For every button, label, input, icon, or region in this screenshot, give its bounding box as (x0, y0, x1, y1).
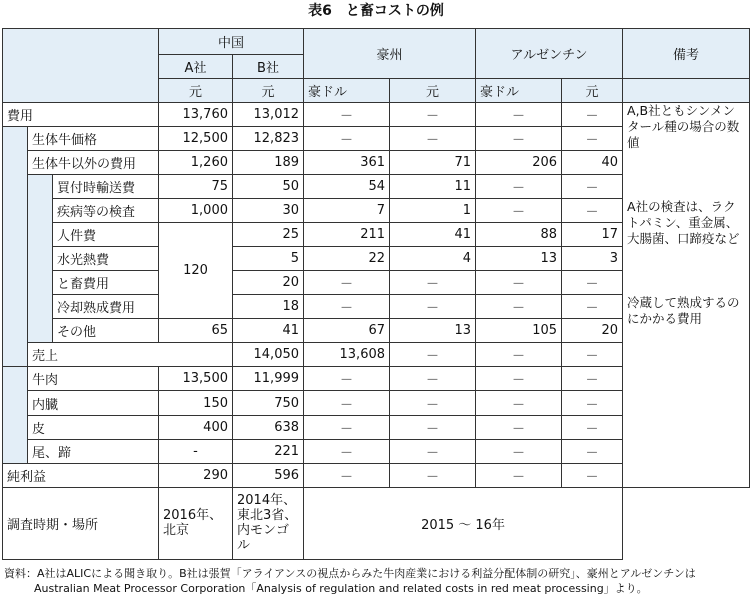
cell-a: 13,500 (159, 367, 233, 391)
unit-a: 元 (159, 79, 233, 103)
row-label: 冷却熟成費用 (53, 295, 159, 319)
unit-ar-aud: 豪ドル (476, 79, 562, 103)
cell-au-yuan: － (390, 391, 476, 415)
source-line-2: Australian Meat Processor Corporation「Analysis of regulation and related costs in red meat processing」より。 (34, 582, 648, 595)
cell-a: 65 (159, 319, 233, 343)
row-label: と畜費用 (53, 271, 159, 295)
cell-ar: － (476, 295, 562, 319)
cell-b: 596 (233, 463, 304, 487)
cell-ar: － (476, 127, 562, 151)
cell-ar: － (476, 199, 562, 223)
cell-ar-yuan: 17 (562, 223, 623, 247)
row-label: 費用 (3, 103, 159, 127)
table-row (3, 295, 750, 319)
cell-a: 150 (159, 391, 233, 415)
header-company-a: A社 (159, 55, 233, 79)
cell-ar-yuan: － (562, 415, 623, 439)
indent-expenses (3, 127, 28, 367)
cell-au: － (304, 415, 390, 439)
indent-sales (3, 367, 28, 463)
remark-chilling: 冷蔵して熟成するのにかかる費用 (623, 295, 750, 487)
cell-au: － (304, 127, 390, 151)
cell-au-yuan: － (390, 295, 476, 319)
cell-a: 12,500 (159, 127, 233, 151)
cell-au-yuan: 13 (390, 319, 476, 343)
table-row (3, 199, 750, 223)
cell-au: － (304, 439, 390, 463)
cell-b: 189 (233, 151, 304, 175)
cell-ar-yuan: － (562, 127, 623, 151)
cell-b: 5 (233, 247, 304, 271)
cell-a: 1,260 (159, 151, 233, 175)
cell-ar: 206 (476, 151, 562, 175)
cell-ar: － (476, 391, 562, 415)
row-label: 牛肉 (28, 367, 159, 391)
cell-b: 20 (233, 271, 304, 295)
table-title: 表6 と畜コストの例 (308, 3, 444, 19)
row-label: 売上 (28, 343, 233, 367)
cell-au-yuan: 1 (390, 199, 476, 223)
cell-a: 14,050 (233, 343, 304, 367)
unit-remarks (623, 79, 750, 103)
table-row (3, 175, 750, 199)
cell-ar-yuan: 3 (562, 247, 623, 271)
cell-au-yuan: 11 (390, 175, 476, 199)
slaughter-cost-table (2, 28, 750, 560)
cell-au-yuan: － (390, 271, 476, 295)
cell-b: 41 (233, 319, 304, 343)
source-note (4, 566, 748, 596)
cell-ar-yuan: － (562, 271, 623, 295)
row-label: その他 (53, 319, 159, 343)
cell-ar: 13 (476, 247, 562, 271)
cell-au-yuan: － (390, 439, 476, 463)
cell-ar: － (476, 415, 562, 439)
survey-b: 2014年、東北3省、内モンゴル (233, 487, 304, 559)
cell-au-yuan: 41 (390, 223, 476, 247)
header-remarks: 備考 (623, 29, 750, 79)
cell-ar: － (476, 103, 562, 127)
cell-ar-yuan: － (562, 439, 623, 463)
header-china: 中国 (159, 29, 304, 55)
row-label: 人件費 (53, 223, 159, 247)
remark-blank (623, 175, 750, 199)
cell-au-yuan: 4 (390, 247, 476, 271)
cell-au: － (304, 295, 390, 319)
cell-au: － (304, 391, 390, 415)
row-label: 水光熱費 (53, 247, 159, 271)
cell-a: 13,760 (159, 103, 233, 127)
unit-au-yuan: 元 (390, 79, 476, 103)
cell-ar-yuan: － (562, 391, 623, 415)
row-label: 生体牛以外の費用 (28, 151, 159, 175)
remark-simmental: A,B社ともシンメンタール種の場合の数値 (623, 103, 750, 175)
cell-a: 75 (159, 175, 233, 199)
row-label: 純利益 (3, 463, 159, 487)
cell-ar: － (562, 343, 623, 367)
row-label: 調査時期・場所 (3, 487, 159, 559)
cell-b: 18 (233, 295, 304, 319)
cell-au: － (304, 463, 390, 487)
cell-b: 13,012 (233, 103, 304, 127)
cell-ar-yuan: 20 (562, 319, 623, 343)
cell-ar: － (476, 439, 562, 463)
survey-au-ar: 2015 ～ 16年 (304, 487, 623, 559)
cell-b: 750 (233, 391, 304, 415)
remark-inspection: A社の検査は、ラクトパミン、重金属、大腸菌、口蹄疫など (623, 199, 750, 295)
cell-au: 7 (304, 199, 390, 223)
header-company-b: B社 (233, 55, 304, 79)
row-label: 尾、蹄 (28, 439, 159, 463)
cell-ar-yuan: － (562, 367, 623, 391)
source-line-1: 資料：A社はALICによる聞き取り。B社は張賀「アライアンスの視点からみた牛肉産業における利益分配体制の研究」、豪州とアルゼンチンは (4, 567, 696, 580)
cell-au: 211 (304, 223, 390, 247)
cell-b: 50 (233, 175, 304, 199)
cell-au-yuan: 71 (390, 151, 476, 175)
cell-ar: 105 (476, 319, 562, 343)
indent-non-cattle (28, 175, 53, 343)
cell-au-yuan: － (476, 343, 562, 367)
cell-au: － (390, 343, 476, 367)
cell-au: － (304, 271, 390, 295)
cell-ar: 88 (476, 223, 562, 247)
cell-au-yuan: － (390, 463, 476, 487)
row-label: 買付時輸送費 (53, 175, 159, 199)
unit-ar-yuan: 元 (562, 79, 623, 103)
cell-ar-yuan: － (562, 103, 623, 127)
cell-au-yuan: － (390, 127, 476, 151)
cell-ar: － (476, 175, 562, 199)
cell-au: 54 (304, 175, 390, 199)
cell-ar-yuan: － (562, 463, 623, 487)
header-australia: 豪州 (304, 29, 476, 79)
cell-au: 67 (304, 319, 390, 343)
table-row (3, 487, 750, 559)
table-row (3, 103, 750, 127)
header-argentina: アルゼンチン (476, 29, 623, 79)
cell-ar-yuan: － (562, 199, 623, 223)
cell-au: 22 (304, 247, 390, 271)
row-label: 皮 (28, 415, 159, 439)
cell-au-yuan: － (390, 367, 476, 391)
unit-b: 元 (233, 79, 304, 103)
header-corner (3, 29, 159, 103)
cell-a: 1,000 (159, 199, 233, 223)
cell-au: 361 (304, 151, 390, 175)
cell-au: － (304, 367, 390, 391)
cell-ar-yuan: － (562, 295, 623, 319)
cell-ar-yuan: 40 (562, 151, 623, 175)
cell-au: － (304, 103, 390, 127)
row-label: 生体牛価格 (28, 127, 159, 151)
merged-a-120: 120 (159, 223, 233, 319)
cell-a: 400 (159, 415, 233, 439)
cell-ar-yuan: － (562, 175, 623, 199)
cell-b: 30 (233, 199, 304, 223)
cell-b: 638 (233, 415, 304, 439)
survey-a: 2016年、北京 (159, 487, 233, 559)
cell-b: 11,999 (233, 367, 304, 391)
unit-au-aud: 豪ドル (304, 79, 390, 103)
cell-b: 221 (233, 439, 304, 463)
cell-ar: － (476, 463, 562, 487)
cell-a: - (159, 439, 233, 463)
cell-ar: － (476, 271, 562, 295)
row-label: 内臓 (28, 391, 159, 415)
cell-b: 25 (233, 223, 304, 247)
cell-au-yuan: － (390, 415, 476, 439)
cell-ar: － (476, 367, 562, 391)
cell-au-yuan: － (390, 103, 476, 127)
cell-b: 13,608 (304, 343, 390, 367)
row-label: 疾病等の検査 (53, 199, 159, 223)
cell-b: 12,823 (233, 127, 304, 151)
cell-a: 290 (159, 463, 233, 487)
